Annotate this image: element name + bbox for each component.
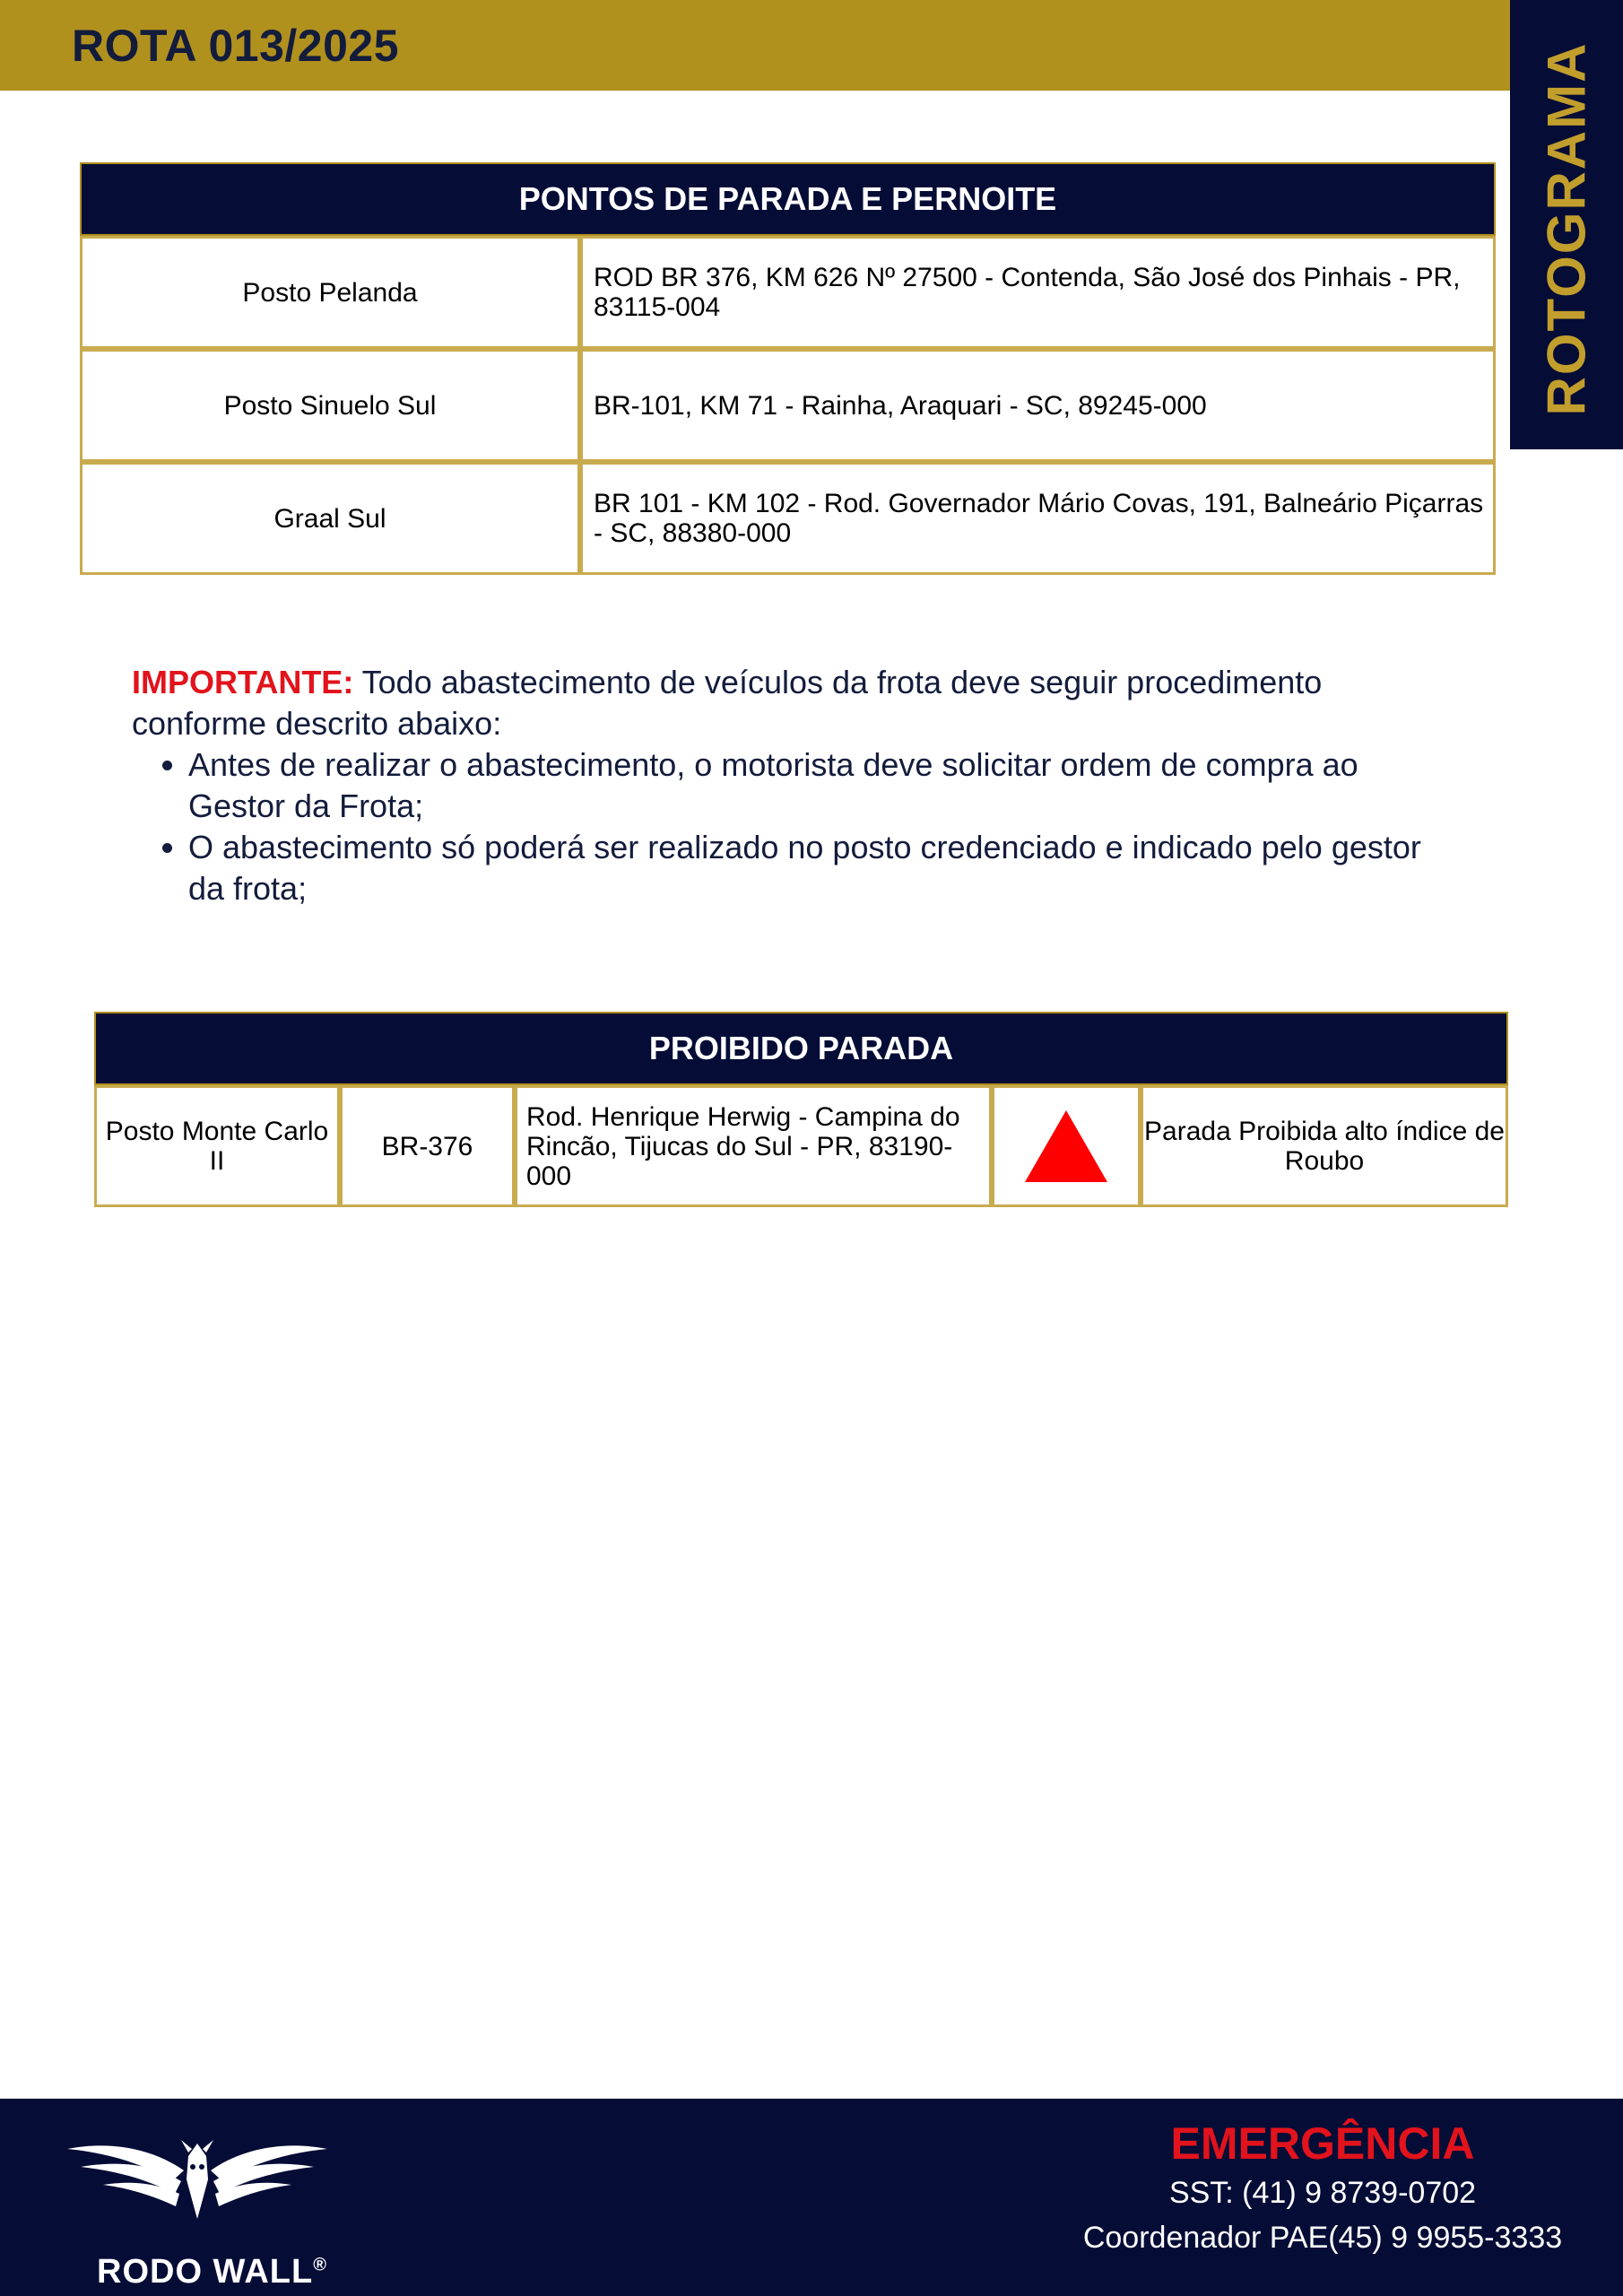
rodo-wall-logo [63, 2126, 332, 2291]
forbidden-table [94, 1012, 1508, 1207]
list-item: • O abastecimento só poderá ser realizado no posto credenciado e indicado pelo gestor da frota; [188, 827, 1441, 909]
brand-name [97, 2253, 327, 2292]
table-row [80, 462, 1496, 575]
important-notice [132, 662, 1441, 909]
important-text: Todo abastecimento de veículos da frota deve seguir procedimento conforme descrito abaixo: [132, 664, 1323, 742]
list-item: • Antes de realizar o abastecimento, o motorista deve solicitar ordem de compra ao Gestor da Frota; [188, 744, 1441, 827]
warning-cell [992, 1085, 1141, 1207]
side-tab-label: ROTOGRAMA [1536, 41, 1597, 416]
pae-phone: Coordenador PAE(45) 9 9955-3333 [1082, 2221, 1563, 2255]
warning-triangle-icon [1025, 1110, 1107, 1182]
important-paragraph [132, 662, 1441, 744]
important-list [132, 744, 1441, 909]
forbidden-stop-address: Rod. Henrique Herwig - Campina do Rincão, Tijucas do Sul - PR, 83190-000 [515, 1085, 992, 1207]
forbidden-stop-road: BR-376 [340, 1085, 515, 1207]
table-row [80, 349, 1496, 462]
winged-horse-icon [63, 2126, 332, 2251]
stop-address: BR 101 - KM 102 - Rod. Governador Mário Covas, 191, Balneário Piçarras - SC, 88380-000 [580, 462, 1496, 575]
stop-name: Posto Pelanda [80, 236, 580, 349]
registered-mark: ® [313, 2255, 327, 2275]
stops-table [80, 162, 1496, 575]
table-row [94, 1085, 1508, 1207]
stop-address: ROD BR 376, KM 626 Nº 27500 - Contenda, São José dos Pinhais - PR, 83115-004 [580, 236, 1496, 349]
footer [0, 2099, 1623, 2296]
stop-name: Graal Sul [80, 462, 580, 575]
top-header-bar [0, 0, 1510, 91]
stop-name: Posto Sinuelo Sul [80, 349, 580, 462]
emergency-contacts [1076, 2117, 1569, 2260]
forbidden-table-title: PROIBIDO PARADA [94, 1012, 1508, 1085]
table-row [80, 236, 1496, 349]
side-tab [1510, 0, 1623, 449]
sst-phone: SST: (41) 9 8739-0702 [1168, 2176, 1477, 2210]
important-label: IMPORTANTE: [132, 664, 354, 700]
forbidden-stop-name: Posto Monte Carlo II [94, 1085, 340, 1207]
emergency-title: EMERGÊNCIA [1170, 2118, 1475, 2169]
stops-table-title: PONTOS DE PARADA E PERNOITE [80, 162, 1496, 236]
stop-address: BR-101, KM 71 - Rainha, Araquari - SC, 89245-000 [580, 349, 1496, 462]
brand-text: RODO WALL [97, 2253, 314, 2291]
route-title: ROTA 013/2025 [72, 21, 400, 71]
forbidden-stop-note: Parada Proibida alto índice de Roubo [1141, 1085, 1508, 1207]
